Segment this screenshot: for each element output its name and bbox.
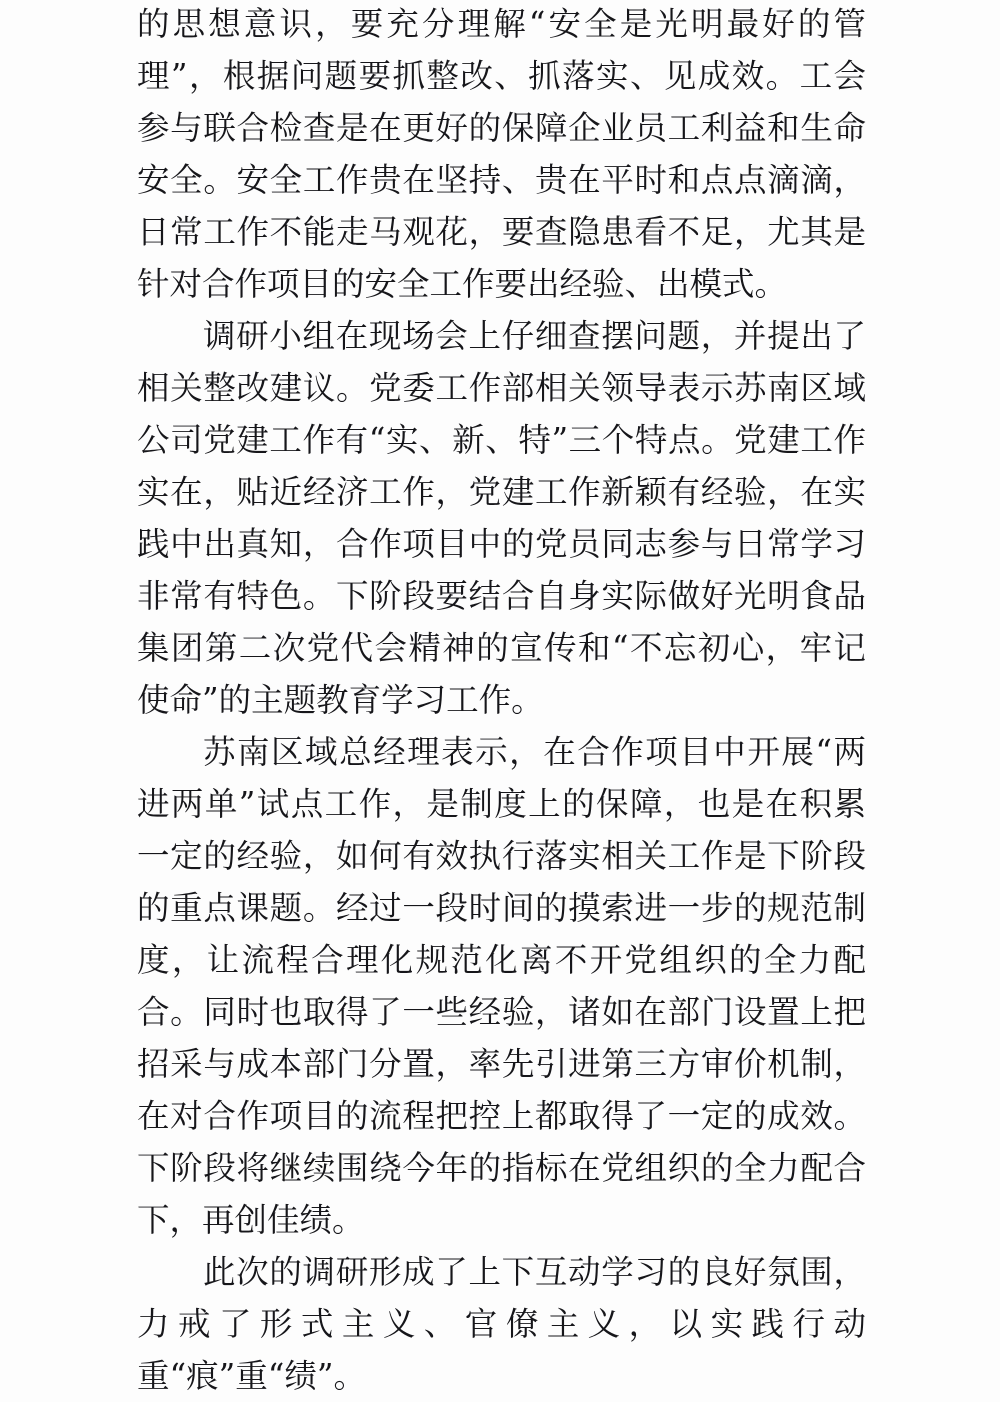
paragraph-continuation: 的思想意识，要充分理解“安全是光明最好的管理”，根据问题要抓整改、抓落实、见成效。工会参与联合检查是在更好的保障企业员工利益和生命安全。安全工作贵在坚持、贵在平时和点点滴滴，日常工作不能走马观花，要查隐患看不足，尤其是针对合作项目的安全工作要出经验、出模式。 — [137, 5, 866, 303]
paragraph-research-group: 调研小组在现场会上仔细查摆问题，并提出了相关整改建议。党委工作部相关领导表示苏南区域公司党建工作有“实、新、特”三个特点。党建工作实在，贴近经济工作，党建工作新颖有经验，在实践中出真知，合作项目中的党员同志参与日常学习非常有特色。下阶段要结合自身实际做好光明食品集团第二次党代会精神的宣传和“不忘初心，牢记使命”的主题教育学习工作。 — [137, 317, 866, 719]
text-column — [137, 0, 866, 1402]
paragraph-sunan-manager: 苏南区域总经理表示，在合作项目中开展“两进两单”试点工作，是制度上的保障，也是在积累一定的经验，如何有效执行落实相关工作是下阶段的重点课题。经过一段时间的摸索进一步的规范制度，让流程合理化规范化离不开党组织的全力配合。同时也取得了一些经验，诸如在部门设置上把招采与成本部门分置，率先引进第三方审价机制，在对合作项目的流程把控上都取得了一定的成效。下阶段将继续围绕今年的指标在党组织的全力配合下，再创佳绩。 — [137, 733, 866, 1239]
paragraph-conclusion: 此次的调研形成了上下互动学习的良好氛围，力戒了形式主义、官僚主义，以实践行动重“痕”重“绩”。 — [137, 1253, 866, 1395]
